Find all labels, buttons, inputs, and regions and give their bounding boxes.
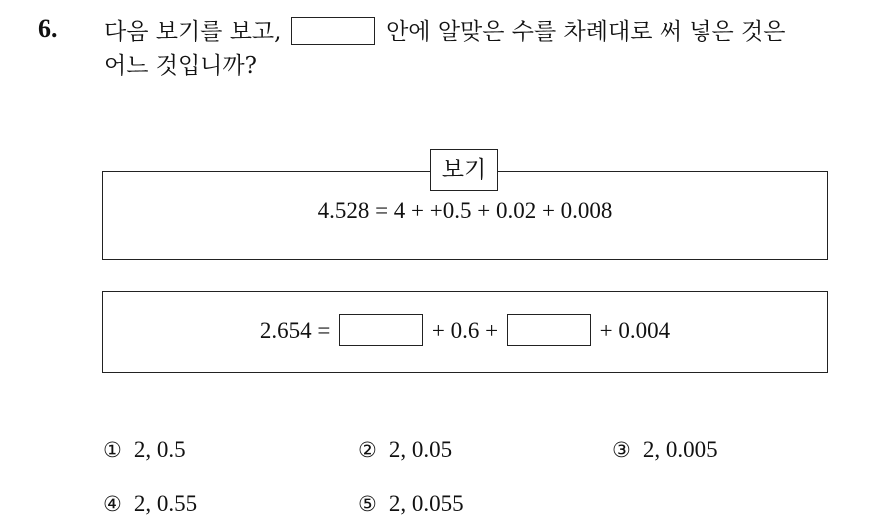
- choice-3-mark: ③: [612, 438, 631, 462]
- choice-2[interactable]: [358, 437, 452, 463]
- choice-2-value: 2, 0.05: [388, 437, 453, 462]
- problem-lhs: 2.654 =: [259, 318, 331, 343]
- choice-1-mark: ①: [103, 438, 122, 462]
- choice-3[interactable]: [612, 437, 718, 463]
- question-prompt: [104, 15, 874, 83]
- choice-5[interactable]: [358, 491, 464, 517]
- answer-blank-1[interactable]: [339, 314, 423, 346]
- choice-4[interactable]: [103, 491, 197, 517]
- prompt-text-line2: 어느 것입니까?: [104, 53, 257, 79]
- choice-1[interactable]: [103, 437, 186, 463]
- choice-3-value: 2, 0.005: [642, 437, 718, 462]
- problem-middle: + 0.6 +: [431, 318, 499, 343]
- problem-rhs: + 0.004: [599, 318, 671, 343]
- problem-equation: [102, 314, 828, 346]
- example-label: 보기: [430, 149, 498, 191]
- prompt-text-part1: 다음 보기를 보고,: [104, 19, 282, 45]
- choice-2-mark: ②: [358, 438, 377, 462]
- choice-4-mark: ④: [103, 492, 122, 516]
- choice-5-mark: ⑤: [358, 492, 377, 516]
- question-number: 6.: [38, 14, 58, 43]
- choice-4-value: 2, 0.55: [133, 491, 198, 516]
- prompt-blank-box: [291, 17, 375, 45]
- choice-1-value: 2, 0.5: [133, 437, 186, 462]
- answer-blank-2[interactable]: [507, 314, 591, 346]
- choice-5-value: 2, 0.055: [388, 491, 464, 516]
- prompt-text-part2: 안에 알맞은 수를 차례대로 써 넣은 것은: [386, 19, 786, 45]
- example-equation: 4.528 = 4 + +0.5 + 0.02 + 0.008: [317, 198, 613, 223]
